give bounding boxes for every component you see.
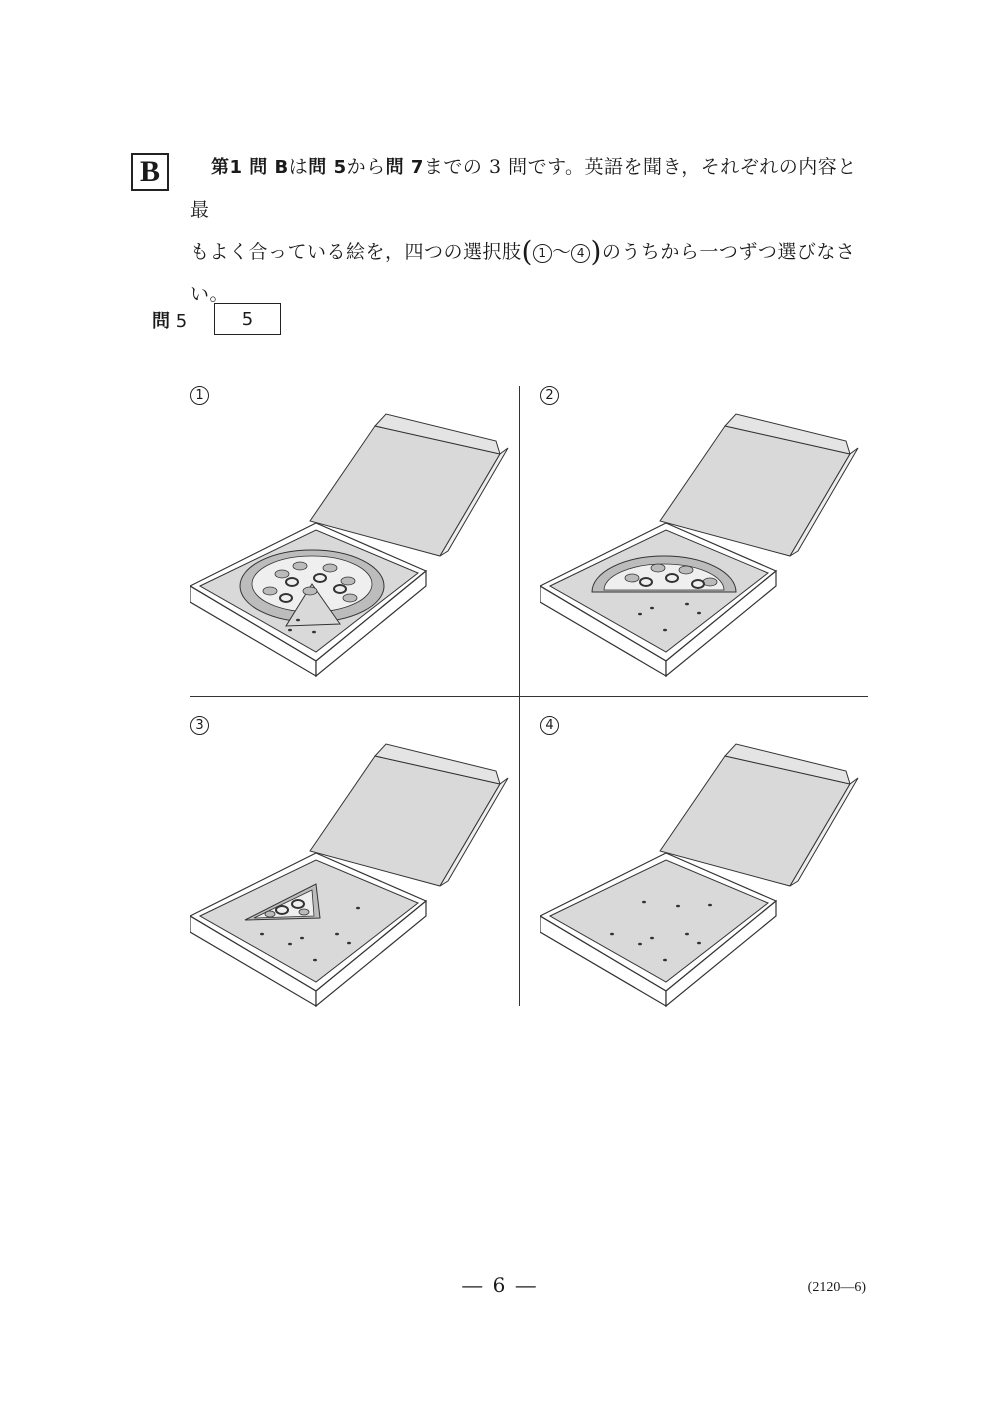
instruction-line-1 [190,146,870,231]
instr-text-rest2: もよく合っている絵を，四つの選択肢 [190,241,522,263]
range-separator: ～ [551,241,572,263]
section-letter-box [131,153,169,191]
instr-text-rest4: い。 [190,283,230,305]
question-label-mon: 問 [152,311,170,332]
option-3[interactable] [190,716,520,1026]
pizza-box-illustration-4 [540,716,870,1026]
instruction-line-2: もよく合っている絵を，四つの選択肢( 1 ～ 4 )のうちから一つずつ選びなさ [190,235,856,268]
instr-text-rest3: のうちから一つずつ選びなさ [601,241,856,263]
pizza-box-illustration-1 [190,386,520,696]
choice-first-circle: 1 [533,244,552,263]
instr-text-ha: は [288,156,309,178]
option-2[interactable] [540,386,870,696]
grid-divider-horizontal [190,696,868,697]
pizza-box-illustration-2 [540,386,870,696]
instr-text-kara: から [346,156,386,178]
instr-bold-dai: 第 [211,157,230,178]
option-4-number: 4 [540,716,559,735]
choice-last-circle: 4 [571,244,590,263]
section-letter: B [139,155,160,188]
option-1-number: 1 [190,386,209,405]
option-1[interactable] [190,386,520,696]
instr-bold-q5: 問 5 [308,157,347,178]
exam-code: (2120—6) [807,1280,866,1295]
question-label [152,307,187,333]
pizza-box-illustration-3 [190,716,520,1026]
page-number: ― 6 ― [462,1273,538,1297]
question-label-number: 5 [175,311,188,332]
option-4[interactable] [540,716,870,1026]
answer-box-number: 5 [241,308,254,330]
instr-bold-q7: 問 7 [385,157,424,178]
instructions [190,146,870,315]
instr-bold-q1b: 1 問 B [229,157,289,178]
option-2-number: 2 [540,386,559,405]
answer-box[interactable] [214,303,281,335]
option-3-number: 3 [190,716,209,735]
instr-text-rest1: までの 3 問です。英語を聞き，それぞれの内容と最 [190,156,857,221]
instruction-line-3 [190,273,870,315]
